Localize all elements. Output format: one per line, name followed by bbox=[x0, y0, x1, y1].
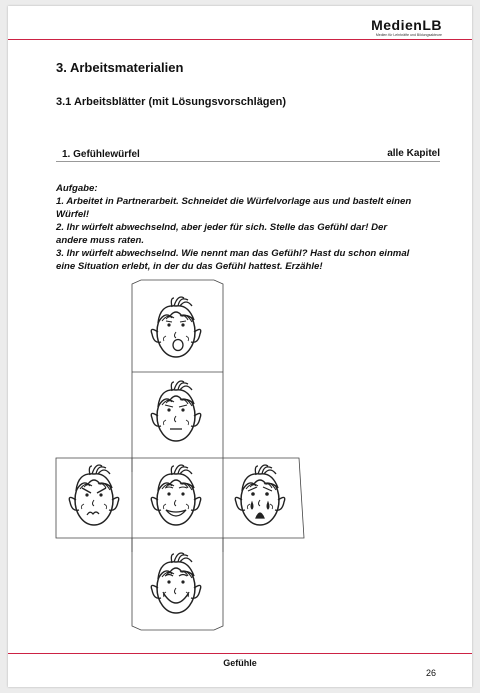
cube-flaps bbox=[56, 280, 304, 630]
page-number: 26 bbox=[425, 668, 436, 678]
worksheet-title: 1. Gefühlewürfel bbox=[62, 149, 140, 160]
task-line: 2. Ihr würfelt abwechselnd, aber jeder für sich. Stelle das Gefühl dar! Der bbox=[56, 222, 388, 233]
footer-rule bbox=[8, 653, 472, 654]
logo-tagline: Medien für Lehrkräfte und Bildungsakteure bbox=[375, 33, 442, 37]
logo-name: MedienLB bbox=[371, 17, 442, 33]
section-subtitle: 3.1 Arbeitsblätter (mit Lösungsvorschlägen) bbox=[56, 96, 287, 108]
face-neutral bbox=[151, 381, 201, 441]
task-line: Würfel! bbox=[56, 209, 90, 220]
task-line: 3. Ihr würfelt abwechselnd. Wie nennt man das Gefühl? Hast du schon einmal bbox=[56, 248, 410, 259]
worksheet-scope: alle Kapitel bbox=[387, 148, 440, 159]
face-very-happy bbox=[151, 553, 201, 613]
section-title: 3. Arbeitsmaterialien bbox=[56, 60, 184, 75]
task-line: andere muss raten. bbox=[56, 235, 144, 246]
face-sad bbox=[235, 465, 285, 525]
task-line: eine Situation erlebt, in der du das Gefühl hattest. Erzähle! bbox=[56, 261, 323, 272]
footer-title: Gefühle bbox=[223, 658, 257, 668]
task-line: 1. Arbeitet in Partnerarbeit. Schneidet die Würfelvorlage aus und bastelt einen bbox=[56, 196, 412, 207]
cube-net bbox=[8, 6, 472, 687]
face-happy bbox=[151, 465, 201, 525]
face-surprised bbox=[151, 297, 201, 357]
task-heading: Aufgabe: bbox=[56, 183, 98, 194]
document-page bbox=[8, 6, 472, 687]
face-angry bbox=[69, 465, 119, 525]
